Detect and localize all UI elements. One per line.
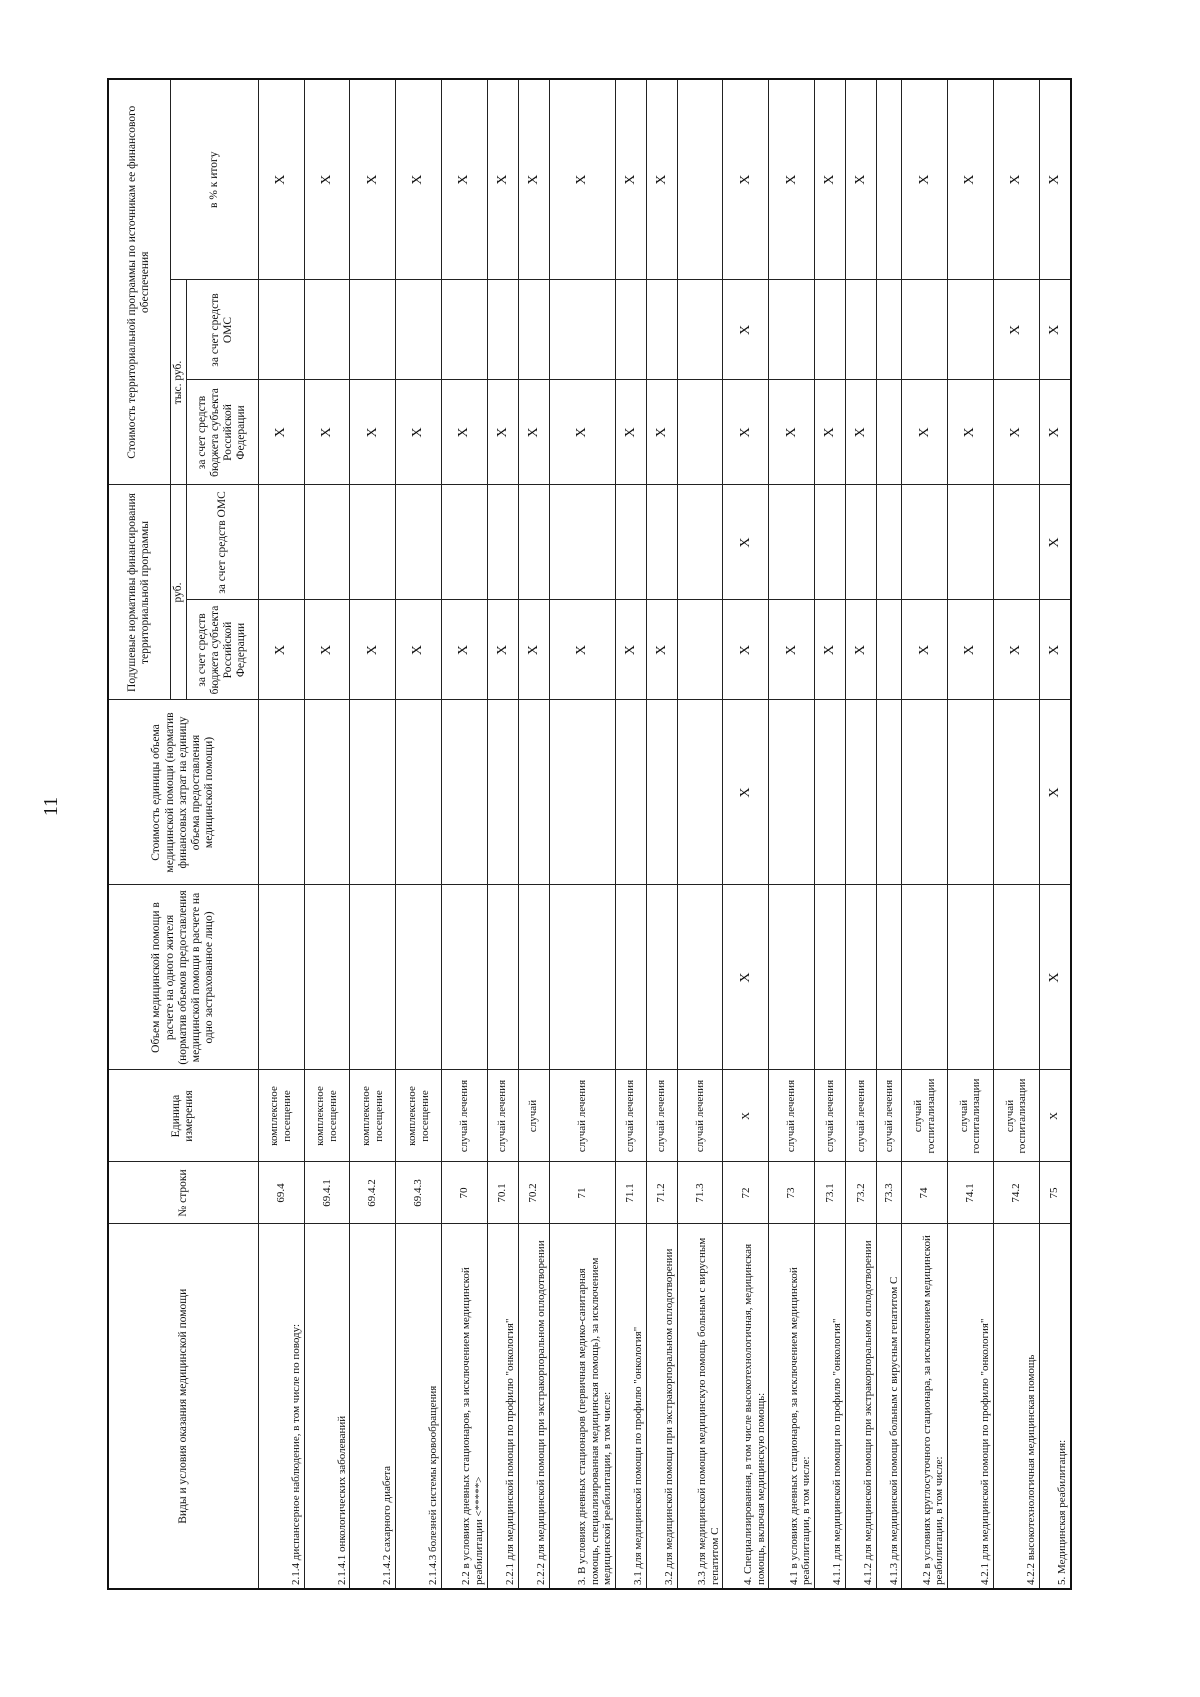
- row-budget-cost: X: [396, 380, 442, 485]
- row-budget-norm: X: [615, 600, 646, 700]
- table-row: [815, 79, 846, 1589]
- table-row: [948, 79, 994, 1589]
- table-row: [845, 79, 876, 1589]
- row-volume: [769, 885, 815, 1070]
- table-row: [723, 79, 769, 1589]
- row-budget-norm: X: [396, 600, 442, 700]
- row-oms-norm: [441, 485, 487, 600]
- header-oms-cost: за счет средств ОМС: [186, 280, 258, 380]
- row-unit-cost: [845, 700, 876, 885]
- row-volume: [815, 885, 846, 1070]
- row-budget-norm: X: [723, 600, 769, 700]
- row-name: 4.1.1 для медицинской помощи по профилю "онкология": [815, 1224, 846, 1589]
- row-budget-norm: X: [441, 600, 487, 700]
- row-budget-cost: X: [487, 380, 518, 485]
- row-volume: [549, 885, 615, 1070]
- page-number: 11: [40, 796, 63, 817]
- row-oms-cost: [258, 280, 304, 380]
- row-volume: [615, 885, 646, 1070]
- row-percent: X: [258, 79, 304, 280]
- row-percent: X: [815, 79, 846, 280]
- row-number: 69.4.1: [304, 1162, 350, 1224]
- header-oms-norm: за счет средств ОМС: [186, 485, 258, 600]
- row-budget-norm: X: [350, 600, 396, 700]
- row-budget-cost: X: [845, 380, 876, 485]
- row-number: 70.1: [487, 1162, 518, 1224]
- row-volume: [441, 885, 487, 1070]
- row-unit: случай лечения: [615, 1070, 646, 1162]
- row-budget-norm: X: [549, 600, 615, 700]
- row-oms-norm: [876, 485, 901, 600]
- row-percent: X: [769, 79, 815, 280]
- row-budget-cost: [677, 380, 723, 485]
- row-unit: случай лечения: [815, 1070, 846, 1162]
- row-unit-cost: [487, 700, 518, 885]
- row-unit-cost: X: [1039, 700, 1071, 885]
- row-unit: комплексное посещение: [258, 1070, 304, 1162]
- row-volume: [902, 885, 948, 1070]
- row-oms-norm: [677, 485, 723, 600]
- header-volume: Объем медицинской помощи в расчете на одного жителя (норматив объемов предоставления медицинской помощи в расчете на одно застрахованное лицо): [108, 885, 258, 1070]
- table-row: [258, 79, 304, 1589]
- row-oms-norm: [487, 485, 518, 600]
- row-percent: X: [902, 79, 948, 280]
- row-unit-cost: [993, 700, 1039, 885]
- row-number: 71.2: [646, 1162, 677, 1224]
- table-row: [615, 79, 646, 1589]
- table-row: [646, 79, 677, 1589]
- row-percent: [677, 79, 723, 280]
- row-percent: X: [350, 79, 396, 280]
- row-number: 70: [441, 1162, 487, 1224]
- table-row: [441, 79, 487, 1589]
- row-volume: [258, 885, 304, 1070]
- header-unit: Единица измерения: [108, 1070, 258, 1162]
- row-volume: [518, 885, 549, 1070]
- row-volume: [487, 885, 518, 1070]
- row-unit: X: [723, 1070, 769, 1162]
- row-number: 73: [769, 1162, 815, 1224]
- row-number: 71: [549, 1162, 615, 1224]
- row-unit-cost: [902, 700, 948, 885]
- row-oms-cost: [615, 280, 646, 380]
- row-budget-cost: X: [993, 380, 1039, 485]
- row-number: 69.4.2: [350, 1162, 396, 1224]
- row-unit: комплексное посещение: [350, 1070, 396, 1162]
- row-oms-norm: [948, 485, 994, 600]
- row-oms-norm: [769, 485, 815, 600]
- header-row-no: № строки: [108, 1162, 258, 1224]
- row-oms-norm: [993, 485, 1039, 600]
- row-oms-cost: [518, 280, 549, 380]
- row-name: 3.2 для медицинской помощи при экстракорпоральном оплодотворении: [646, 1224, 677, 1589]
- financing-table: [107, 78, 1072, 1590]
- row-name: 2.1.4.3 болезней системы кровообращения: [396, 1224, 442, 1589]
- header-group-norms: Подушевые нормативы финансирования территориальной программы: [108, 485, 170, 700]
- row-budget-norm: X: [646, 600, 677, 700]
- row-oms-norm: [815, 485, 846, 600]
- row-budget-cost: X: [723, 380, 769, 485]
- row-unit-cost: [549, 700, 615, 885]
- row-unit-cost: [518, 700, 549, 885]
- row-unit: случай лечения: [441, 1070, 487, 1162]
- row-unit: случай госпитализации: [902, 1070, 948, 1162]
- row-oms-norm: X: [723, 485, 769, 600]
- row-volume: X: [723, 885, 769, 1070]
- row-unit-cost: [876, 700, 901, 885]
- row-unit-cost: [948, 700, 994, 885]
- row-oms-cost: [677, 280, 723, 380]
- row-percent: X: [487, 79, 518, 280]
- row-number: 72: [723, 1162, 769, 1224]
- row-budget-norm: X: [1039, 600, 1071, 700]
- row-budget-norm: X: [518, 600, 549, 700]
- row-oms-norm: [350, 485, 396, 600]
- table-row: [993, 79, 1039, 1589]
- table-row: [677, 79, 723, 1589]
- row-number: 71.3: [677, 1162, 723, 1224]
- row-oms-norm: X: [1039, 485, 1071, 600]
- header-cost-unit: Стоимость единицы объема медицинской помощи (норматив финансовых затрат на единицу объема предоставления медицинской помощи): [108, 700, 258, 885]
- row-name: 2.2 в условиях дневных стационаров, за исключением медицинской реабилитации <*****>: [441, 1224, 487, 1589]
- row-percent: X: [646, 79, 677, 280]
- row-number: 69.4.3: [396, 1162, 442, 1224]
- row-budget-cost: X: [518, 380, 549, 485]
- row-unit-cost: [815, 700, 846, 885]
- row-budget-norm: X: [258, 600, 304, 700]
- row-name: 4.1.2 для медицинской помощи при экстракорпоральном оплодотворении: [845, 1224, 876, 1589]
- row-oms-norm: [396, 485, 442, 600]
- row-volume: [396, 885, 442, 1070]
- row-oms-cost: X: [993, 280, 1039, 380]
- row-unit-cost: [769, 700, 815, 885]
- row-volume: [677, 885, 723, 1070]
- row-oms-norm: [902, 485, 948, 600]
- row-number: 73.1: [815, 1162, 846, 1224]
- row-percent: X: [993, 79, 1039, 280]
- row-unit-cost: [258, 700, 304, 885]
- row-percent: X: [1039, 79, 1071, 280]
- row-oms-norm: [646, 485, 677, 600]
- row-name: 2.2.1 для медицинской помощи по профилю "онкология": [487, 1224, 518, 1589]
- row-name: 2.1.4.1 онкологических заболеваний: [304, 1224, 350, 1589]
- row-unit: случай лечения: [769, 1070, 815, 1162]
- row-unit-cost: [646, 700, 677, 885]
- row-budget-norm: X: [993, 600, 1039, 700]
- row-oms-norm: [615, 485, 646, 600]
- row-number: 74: [902, 1162, 948, 1224]
- row-number: 73.3: [876, 1162, 901, 1224]
- row-number: 73.2: [845, 1162, 876, 1224]
- row-oms-cost: [845, 280, 876, 380]
- row-volume: [876, 885, 901, 1070]
- row-budget-cost: X: [441, 380, 487, 485]
- row-percent: X: [948, 79, 994, 280]
- row-oms-norm: [845, 485, 876, 600]
- row-percent: X: [396, 79, 442, 280]
- row-name: 4.2.1 для медицинской помощи по профилю "онкология": [948, 1224, 994, 1589]
- row-budget-cost: [876, 380, 901, 485]
- row-percent: [876, 79, 901, 280]
- row-oms-norm: [258, 485, 304, 600]
- row-percent: X: [304, 79, 350, 280]
- row-oms-norm: [518, 485, 549, 600]
- row-number: 71.1: [615, 1162, 646, 1224]
- row-number: 70.2: [518, 1162, 549, 1224]
- row-number: 75: [1039, 1162, 1071, 1224]
- table-row: [769, 79, 815, 1589]
- row-oms-cost: [876, 280, 901, 380]
- table-row: [396, 79, 442, 1589]
- row-percent: X: [441, 79, 487, 280]
- row-name: 4.1 в условиях дневных стационаров, за исключением медицинской реабилитации, в том числе:: [769, 1224, 815, 1589]
- row-unit: X: [1039, 1070, 1071, 1162]
- header-budget-cost: за счет средств бюджета субъекта Российской Федерации: [186, 380, 258, 485]
- row-oms-cost: [646, 280, 677, 380]
- row-volume: [845, 885, 876, 1070]
- row-oms-cost: [902, 280, 948, 380]
- row-name: 3. В условиях дневных стационаров (первичная медико-санитарная помощь, специализированная медицинская помощь), за исключением медицинской реабилитации, в том числе:: [549, 1224, 615, 1589]
- row-budget-cost: X: [304, 380, 350, 485]
- row-percent: X: [549, 79, 615, 280]
- row-unit-cost: [677, 700, 723, 885]
- row-number: 69.4: [258, 1162, 304, 1224]
- table-row: [487, 79, 518, 1589]
- row-budget-cost: X: [769, 380, 815, 485]
- row-oms-cost: [396, 280, 442, 380]
- row-name: 4. Специализированная, в том числе высокотехнологичная, медицинская помощь, включая медицинскую помощь:: [723, 1224, 769, 1589]
- row-unit: случай лечения: [876, 1070, 901, 1162]
- header-group-cost: Стоимость территориальной программы по источникам ее финансового обеспечения: [108, 79, 170, 485]
- row-volume: [948, 885, 994, 1070]
- row-budget-norm: X: [487, 600, 518, 700]
- row-name: 2.1.4 диспансерное наблюдение, в том числе по поводу:: [258, 1224, 304, 1589]
- header-kind: Виды и условия оказания медицинской помощи: [108, 1224, 258, 1589]
- row-oms-norm: [549, 485, 615, 600]
- row-unit: случай госпитализации: [993, 1070, 1039, 1162]
- row-oms-cost: [549, 280, 615, 380]
- row-unit: случай лечения: [549, 1070, 615, 1162]
- row-budget-norm: [876, 600, 901, 700]
- row-oms-cost: [304, 280, 350, 380]
- row-unit-cost: X: [723, 700, 769, 885]
- table-row: [902, 79, 948, 1589]
- row-name: 3.1 для медицинской помощи по профилю "онкология": [615, 1224, 646, 1589]
- table-row: [304, 79, 350, 1589]
- row-unit: случай лечения: [487, 1070, 518, 1162]
- row-name: 4.2.2 высокотехнологичная медицинская помощь: [993, 1224, 1039, 1589]
- row-budget-norm: X: [845, 600, 876, 700]
- row-oms-cost: [815, 280, 846, 380]
- header-cost-unit-label: тыс. руб.: [170, 280, 186, 485]
- table-body: [258, 79, 1071, 1589]
- row-unit: случай госпитализации: [948, 1070, 994, 1162]
- table-row: [518, 79, 549, 1589]
- row-oms-norm: [304, 485, 350, 600]
- row-unit: комплексное посещение: [304, 1070, 350, 1162]
- row-oms-cost: X: [1039, 280, 1071, 380]
- table-row: [876, 79, 901, 1589]
- row-oms-cost: [441, 280, 487, 380]
- row-number: 74.2: [993, 1162, 1039, 1224]
- row-unit-cost: [615, 700, 646, 885]
- row-budget-cost: X: [615, 380, 646, 485]
- row-unit-cost: [304, 700, 350, 885]
- table-row: [350, 79, 396, 1589]
- row-unit: случай лечения: [646, 1070, 677, 1162]
- row-budget-cost: X: [258, 380, 304, 485]
- row-budget-norm: X: [304, 600, 350, 700]
- rotated-table-sheet: [107, 80, 1072, 1590]
- row-unit: комплексное посещение: [396, 1070, 442, 1162]
- row-volume: X: [1039, 885, 1071, 1070]
- row-unit-cost: [350, 700, 396, 885]
- row-budget-cost: X: [549, 380, 615, 485]
- row-oms-cost: [350, 280, 396, 380]
- row-unit-cost: [396, 700, 442, 885]
- row-unit-cost: [441, 700, 487, 885]
- row-volume: [304, 885, 350, 1070]
- table-row: [1039, 79, 1071, 1589]
- row-number: 74.1: [948, 1162, 994, 1224]
- row-volume: [646, 885, 677, 1070]
- row-budget-cost: X: [902, 380, 948, 485]
- row-percent: X: [845, 79, 876, 280]
- row-unit: случай лечения: [677, 1070, 723, 1162]
- row-budget-cost: X: [1039, 380, 1071, 485]
- row-budget-cost: X: [815, 380, 846, 485]
- row-percent: X: [518, 79, 549, 280]
- row-volume: [993, 885, 1039, 1070]
- row-budget-cost: X: [350, 380, 396, 485]
- row-oms-cost: [769, 280, 815, 380]
- row-name: 2.2.2 для медицинской помощи при экстракорпоральном оплодотворении: [518, 1224, 549, 1589]
- row-name: 4.1.3 для медицинской помощи больным с вирусным гепатитом С: [876, 1224, 901, 1589]
- row-oms-cost: [487, 280, 518, 380]
- row-budget-cost: X: [646, 380, 677, 485]
- row-name: 5. Медицинская реабилитация:: [1039, 1224, 1071, 1589]
- row-budget-norm: X: [815, 600, 846, 700]
- row-percent: X: [723, 79, 769, 280]
- header-percent: в % к итогу: [170, 79, 258, 280]
- header-norms-unit: руб.: [170, 485, 186, 700]
- table-row: [549, 79, 615, 1589]
- row-budget-norm: X: [902, 600, 948, 700]
- row-oms-cost: X: [723, 280, 769, 380]
- row-volume: [350, 885, 396, 1070]
- row-name: 3.3 для медицинской помощи медицинскую помощь больным с вирусным гепатитом С: [677, 1224, 723, 1589]
- row-name: 2.1.4.2 сахарного диабета: [350, 1224, 396, 1589]
- row-name: 4.2 в условиях круглосуточного стационара, за исключением медицинской реабилитации, в том числе:: [902, 1224, 948, 1589]
- header-budget-norm: за счет средств бюджета субъекта Российской Федерации: [186, 600, 258, 700]
- row-budget-norm: X: [769, 600, 815, 700]
- row-unit: случай: [518, 1070, 549, 1162]
- row-budget-norm: X: [948, 600, 994, 700]
- row-percent: X: [615, 79, 646, 280]
- row-oms-cost: [948, 280, 994, 380]
- row-budget-cost: X: [948, 380, 994, 485]
- row-unit: случай лечения: [845, 1070, 876, 1162]
- table-header: [108, 79, 258, 1589]
- row-budget-norm: [677, 600, 723, 700]
